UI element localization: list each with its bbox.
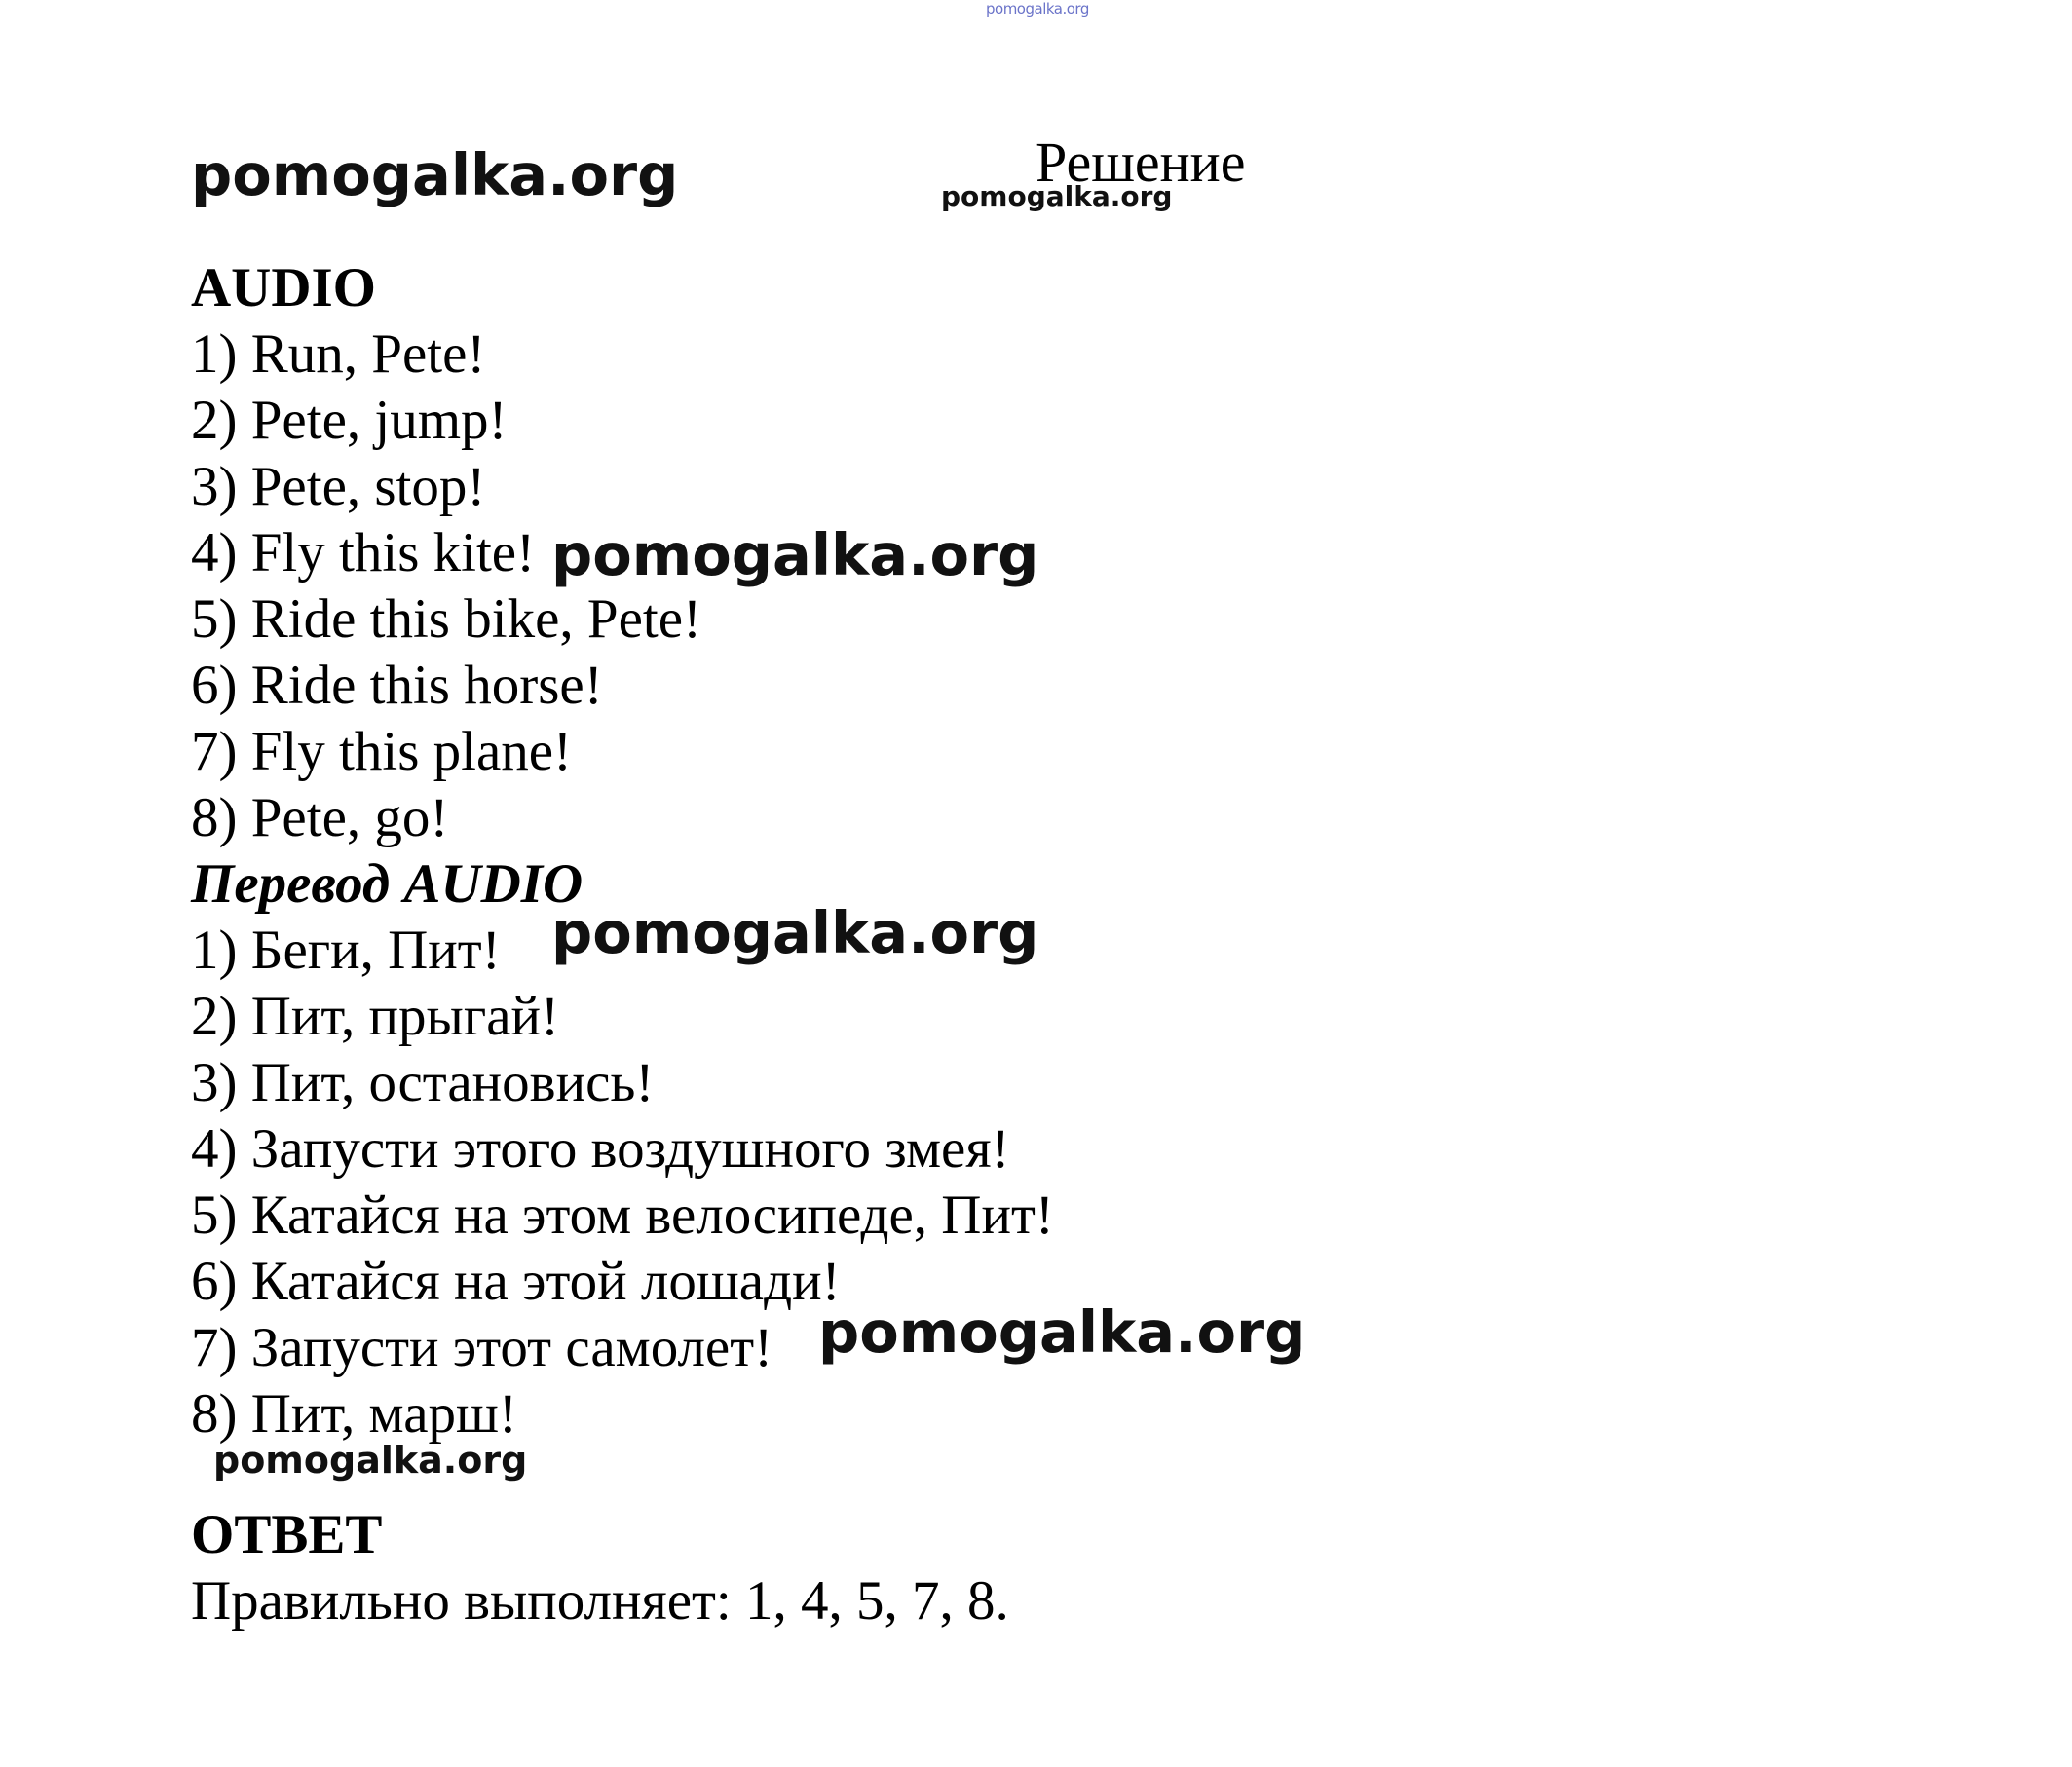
translation-line: 7) Запусти этот самолет! bbox=[191, 1317, 773, 1378]
translation-heading: Перевод AUDIO bbox=[191, 853, 584, 915]
audio-heading: AUDIO bbox=[191, 257, 377, 319]
audio-line: 3) Pete, stop! bbox=[191, 456, 486, 517]
watermark-below-translation: pomogalka.org bbox=[213, 1439, 528, 1482]
watermark-header-left: pomogalka.org bbox=[191, 141, 679, 208]
watermark-audio-line4: pomogalka.org bbox=[551, 521, 1039, 588]
watermark-translation-line1: pomogalka.org bbox=[551, 899, 1039, 966]
answer-heading: ОТВЕТ bbox=[191, 1504, 383, 1565]
audio-line: 7) Fly this plane! bbox=[191, 721, 573, 782]
translation-line: 6) Катайся на этой лошади! bbox=[191, 1251, 841, 1312]
audio-line: 1) Run, Pete! bbox=[191, 323, 486, 385]
translation-line: 8) Пит, марш! bbox=[191, 1383, 517, 1445]
audio-line: 4) Fly this kite! bbox=[191, 522, 536, 583]
translation-line: 3) Пит, остановись! bbox=[191, 1052, 655, 1113]
translation-line: 4) Запусти этого воздушного змея! bbox=[191, 1118, 1010, 1180]
audio-line: 2) Pete, jump! bbox=[191, 390, 508, 451]
watermark-translation-line7: pomogalka.org bbox=[818, 1298, 1306, 1366]
translation-line: 2) Пит, прыгай! bbox=[191, 986, 559, 1047]
watermark-top: pomogalka.org bbox=[986, 0, 1089, 18]
watermark-under-title: pomogalka.org bbox=[941, 180, 1173, 212]
audio-line: 8) Pete, go! bbox=[191, 787, 449, 848]
translation-line: 5) Катайся на этом велосипеде, Пит! bbox=[191, 1184, 1054, 1246]
translation-line: 1) Беги, Пит! bbox=[191, 920, 501, 981]
page-title: Решение bbox=[1036, 131, 1246, 194]
audio-line: 6) Ride this horse! bbox=[191, 655, 603, 716]
answer-text: Правильно выполняет: 1, 4, 5, 7, 8. bbox=[191, 1570, 1009, 1632]
audio-line: 5) Ride this bike, Pete! bbox=[191, 588, 701, 650]
